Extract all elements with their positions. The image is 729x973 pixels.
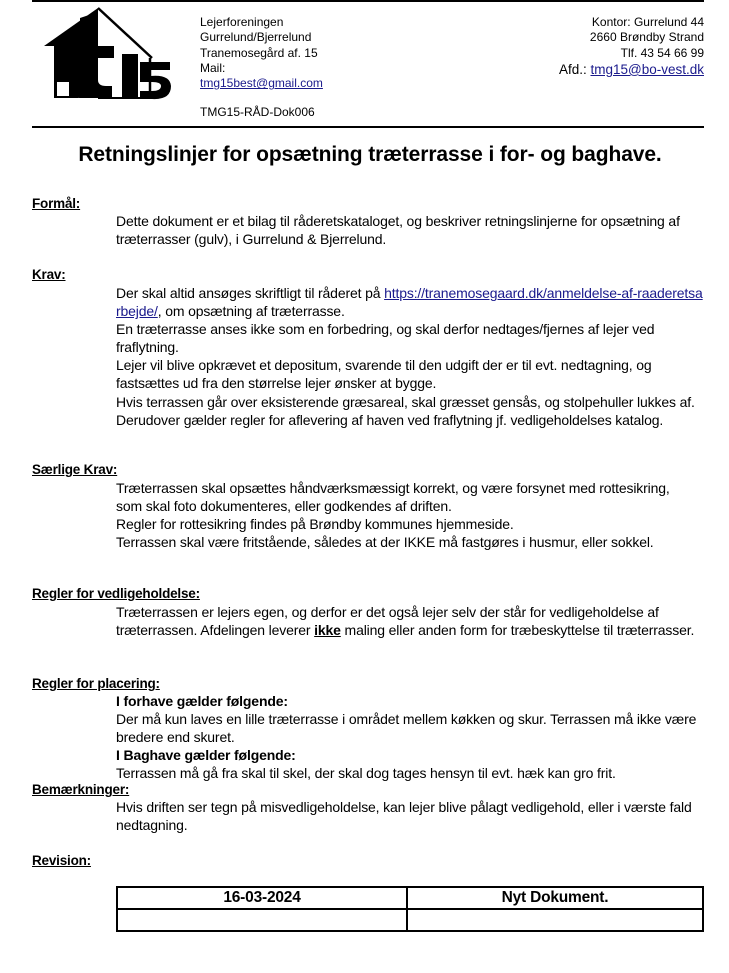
- krav-p1-text: Der skal altid ansøges skriftligt til råderet på: [116, 285, 385, 301]
- page-title: Retningslinjer for opsætning træterrasse i for- og baghave.: [78, 143, 662, 166]
- section-body-saerlige-krav: [116, 479, 676, 551]
- section-heading-vedligeholdelse: Regler for vedligeholdelse:: [32, 586, 200, 601]
- header-bottom-rule: [32, 126, 704, 128]
- org-email-link[interactable]: tmg15best@gmail.com: [200, 76, 323, 91]
- revision-note-cell: Nyt Dokument.: [407, 887, 703, 909]
- placering-forhave-text: Der må kun laves en lille træterrasse i området mellem køkken og skur. Terrassen må ikke være bredere end skuret.: [116, 711, 697, 746]
- afd-label: Afd.:: [558, 61, 587, 77]
- section-heading-revision: Revision:: [32, 853, 91, 868]
- table-row: [117, 887, 703, 909]
- org-address: Tranemosegård af. 15: [200, 45, 318, 60]
- vedligehold-paragraph: [116, 603, 696, 639]
- section-heading-krav: Krav:: [32, 267, 66, 282]
- revision-date-cell: [117, 909, 407, 931]
- emphasis-ikke: ikke: [314, 622, 341, 639]
- house-logo-icon: [40, 6, 172, 100]
- org-area: Gurrelund/Bjerrelund: [200, 30, 312, 45]
- office-city: 2660 Brøndby Strand: [589, 30, 704, 45]
- saerlige-paragraph-1: Træterrassen skal opsættes håndværksmæssigt korrekt, og være forsynet med rottesikring, som skal foto dokumenteres, eller godkendes af driften.: [116, 480, 670, 515]
- vedligehold-text: Træterrassen er lejers egen, og derfor er det også lejer selv der står for vedligeholdelse af træterrassen. Afdelingen leverer: [116, 604, 659, 639]
- revision-note-cell: [407, 909, 703, 931]
- krav-paragraph-1: [116, 284, 706, 320]
- revision-date-cell: 16-03-2024: [117, 887, 407, 909]
- office-info: [559, 15, 704, 78]
- subheading-baghave: I Baghave gælder følgende:: [116, 747, 296, 764]
- krav-paragraph-4: Hvis terrassen går over eksisterende græsareal, skal græsset gensås, og stolpehuller lukkes af. Derudover gælder regler for aflevering af haven ved fraflytning jf. vedligeholdelses katalog.: [116, 393, 695, 428]
- mail-label: Mail:: [200, 60, 226, 75]
- section-body-formaal: [116, 212, 706, 248]
- table-row: [117, 909, 703, 931]
- section-body-placering: [116, 692, 708, 782]
- section-heading-saerlige-krav: Særlige Krav:: [32, 462, 118, 477]
- afd-email-link[interactable]: tmg15@bo-vest.dk: [590, 61, 704, 77]
- vedligehold-tail: maling eller anden form for træbeskyttelse til træterrasser.: [340, 622, 695, 639]
- section-heading-placering: Regler for placering:: [32, 676, 160, 691]
- krav-p1-tail: , om opsætning af træterrasse.: [157, 303, 345, 320]
- saerlige-paragraph-3: Terrassen skal være fritstående, således at der IKKE må fastgøres i husmur, eller sokkel.: [116, 534, 654, 551]
- section-body-krav: [116, 284, 706, 429]
- header-top-rule: [32, 0, 704, 2]
- subheading-forhave: I forhave gælder følgende:: [116, 693, 288, 709]
- krav-paragraph-2: En træterrasse anses ikke som en forbedring, og skal derfor nedtages/fjernes af lejer ved fraflytning.: [116, 321, 655, 356]
- raaderet-link[interactable]: https://tranemosegaard.dk/anmeldelse-af-raaderetsarbejde/: [116, 285, 703, 320]
- section-heading-formaal: Formål:: [32, 196, 81, 211]
- section-heading-bemaerkninger: Bemærkninger:: [32, 782, 130, 797]
- section-body-vedligeholdelse: [116, 603, 696, 639]
- saerlige-paragraph-2: Regler for rottesikring findes på Brøndby kommunes hjemmeside.: [116, 516, 514, 533]
- org-info: [200, 15, 323, 121]
- revision-table: [116, 886, 704, 932]
- document-id: TMG15-RÅD-Dok006: [200, 105, 315, 120]
- office-phone: Tlf. 43 54 66 99: [620, 45, 704, 60]
- krav-paragraph-3: Lejer vil blive opkrævet et depositum, svarende til den udgift der er til evt. nedtagning, og fastsættes ud fra den størrelse lejer ønsker at bygge.: [116, 357, 652, 392]
- bemaerkninger-text: Hvis driften ser tegn på misvedligeholdelse, kan lejer blive pålagt vedligehold, eller i værste fald nedtagning.: [116, 799, 692, 834]
- office-address: Kontor: Gurrelund 44: [591, 15, 704, 29]
- formaal-text: Dette dokument er et bilag til råderetskataloget, og beskriver retningslinjerne for opsætning af træterrasser (gulv), i Gurrelund & Bjerrelund.: [116, 213, 680, 248]
- section-body-bemaerkninger: [116, 798, 701, 834]
- org-name: Lejerforeningen: [200, 15, 284, 29]
- placering-baghave-text: Terrassen må gå fra skal til skel, der skal dog tages hensyn til evt. hæk kan gro frit.: [116, 765, 616, 782]
